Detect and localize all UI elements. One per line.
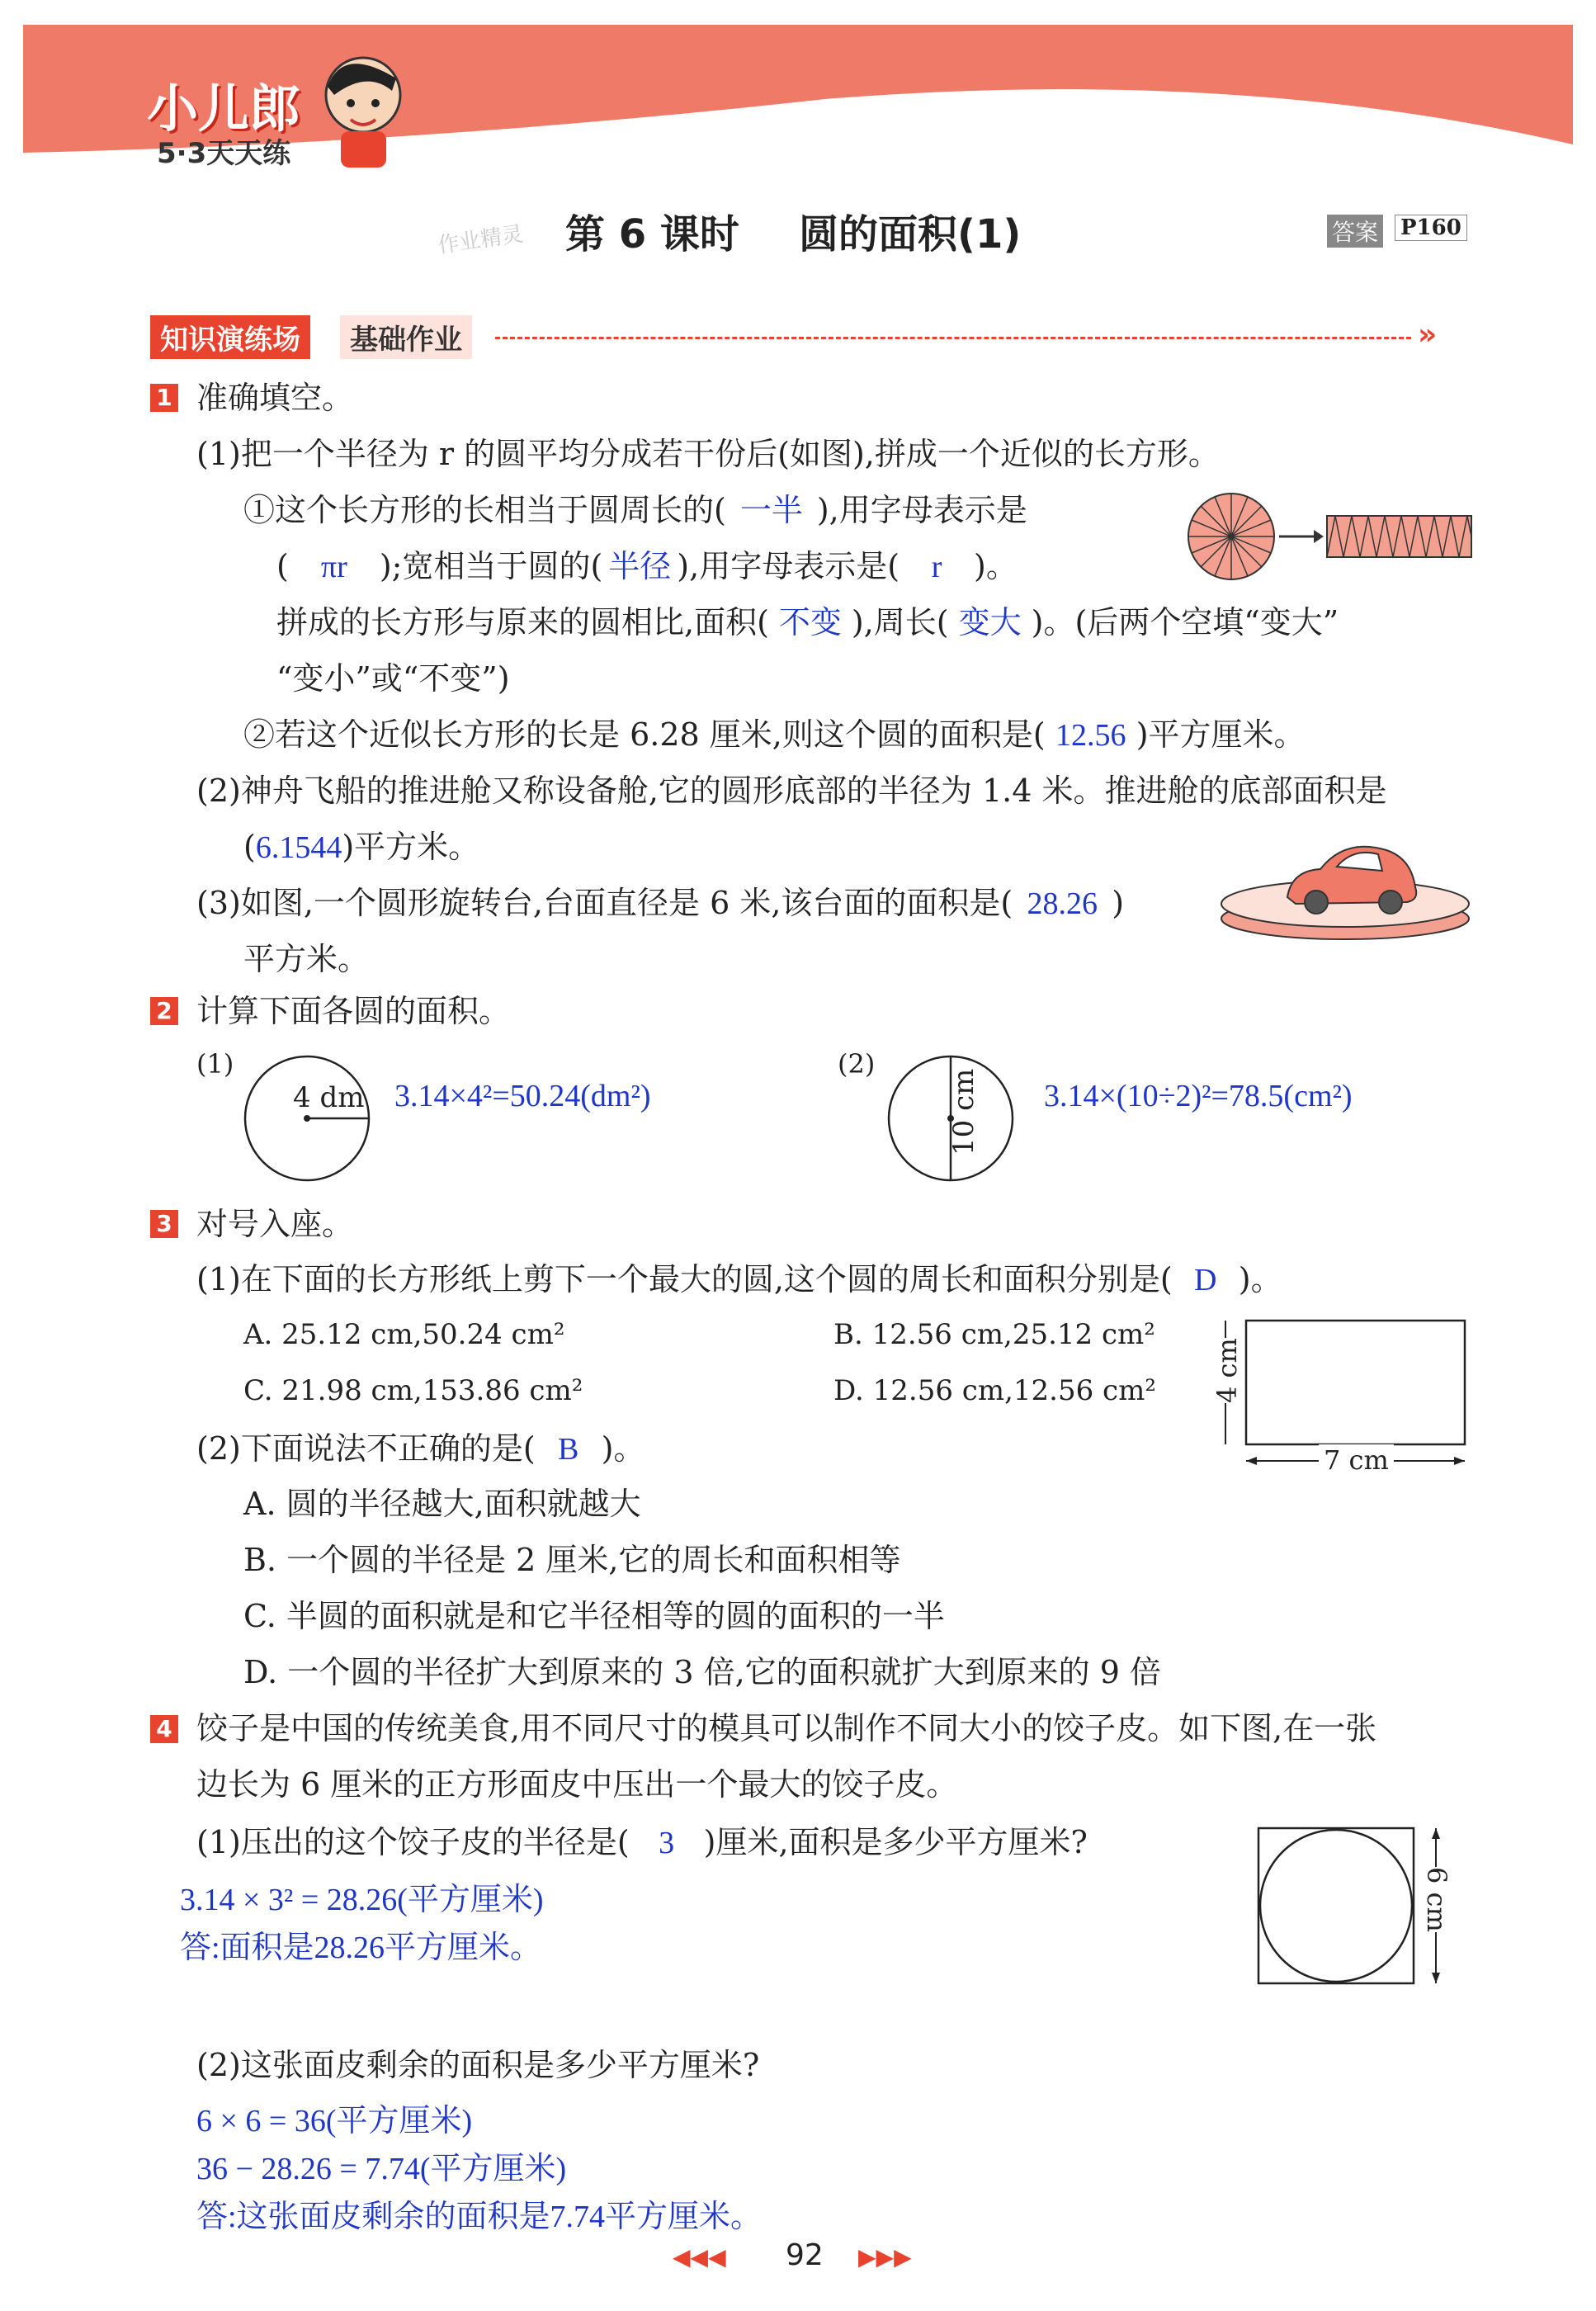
q3-title: 对号入座。 <box>196 1206 354 1242</box>
question-number-4: 4 <box>150 1715 178 1743</box>
q4-p2-work-1: 6 × 6 = 36(平方厘米) <box>196 2104 473 2139</box>
turntable-car-figure <box>1213 821 1477 945</box>
answer-half: 一半 <box>739 494 803 528</box>
answer-r: r <box>931 550 942 584</box>
answer-b: B <box>557 1432 579 1467</box>
q2-c1-label: (1) <box>196 1048 234 1080</box>
section-arrow-icon: » <box>1418 318 1438 352</box>
q3-option-b: B. 12.56 cm,25.12 cm² <box>833 1318 1155 1351</box>
q1-a-line: ①这个长方形的长相当于圆周长的( 一半 ),用字母表示是 <box>243 492 1027 531</box>
answer-page-ref: P160 <box>1395 215 1467 241</box>
answer-perimeter-larger: 变大 <box>958 606 1022 640</box>
square-side-label: 6 cm <box>1421 1867 1452 1932</box>
rect-width-label: 7 cm <box>1319 1444 1394 1476</box>
q2-c2-label: (2) <box>838 1048 876 1080</box>
answer-label: 答案 <box>1327 215 1383 248</box>
q4-part2-text: (2)这张面皮剩余的面积是多少平方厘米? <box>196 2047 760 2083</box>
answer-61544: 6.1544 <box>255 830 342 865</box>
q4-p1-work-2: 答:面积是28.26平方厘米。 <box>180 1931 542 1965</box>
answer-pi-r: πr <box>320 550 347 584</box>
footer-arrows-left-icon: ◀◀◀ <box>673 2243 726 2271</box>
q1-part2-text: (2)神舟飞船的推进舱又称设备舱,它的圆形底部的半径为 1.4 米。推进舱的底部面积是 <box>196 773 1387 809</box>
circle-to-rectangle-figure <box>1182 487 1479 586</box>
q1-e-line: ②若这个近似长方形的长是 6.28 厘米,则这个圆的面积是( 12.56 )平方厘米。 <box>243 716 1306 755</box>
page-title: 圆的面积(1) <box>799 211 1022 258</box>
brand-logo-text: 小儿郎 <box>147 78 301 139</box>
answer-3: 3 <box>659 1826 675 1860</box>
q3-option-d: D. 12.56 cm,12.56 cm² <box>833 1374 1156 1407</box>
question-number-3: 3 <box>150 1210 178 1238</box>
q1-c-line: 拼成的长方形与原来的圆相比,面积( 不变 ),周长( 变大 )。(后两个空填“变大” <box>276 604 1339 643</box>
q4-line1: 饺子是中国的传统美食,用不同尺寸的模具可以制作不同大小的饺子皮。如下图,在一张 <box>196 1710 1377 1746</box>
q3-part1-line: (1)在下面的长方形纸上剪下一个最大的圆,这个圆的周长和面积分别是( D )。 <box>196 1261 1282 1300</box>
question-number-2: 2 <box>150 997 178 1025</box>
answer-radius: 半径 <box>608 550 672 584</box>
q4-line2: 边长为 6 厘米的正方形面皮中压出一个最大的饺子皮。 <box>196 1766 958 1803</box>
c2-diameter-label: 10 cm <box>947 1068 980 1156</box>
page-number: 92 <box>786 2238 824 2272</box>
mascot-icon <box>318 45 408 169</box>
rect-height-label: 4 cm <box>1211 1338 1243 1403</box>
section-divider <box>495 337 1411 339</box>
q3-stmt-a: A. 圆的半径越大,面积就越大 <box>243 1486 641 1522</box>
q3-stmt-c: C. 半圆的面积就是和它半径相等的圆的面积的一半 <box>243 1598 945 1634</box>
footer-arrows-right-icon: ▶▶▶ <box>858 2243 912 2271</box>
q3-option-c: C. 21.98 cm,153.86 cm² <box>243 1374 583 1407</box>
q3-stmt-d: D. 一个圆的半径扩大到原来的 3 倍,它的面积就扩大到原来的 9 倍 <box>243 1654 1162 1690</box>
question-number-1: 1 <box>150 384 178 412</box>
q1-part1-text: (1)把一个半径为 r 的圆平均分成若干份后(如图),拼成一个近似的长方形。 <box>196 436 1220 472</box>
section-tag-basic: 基础作业 <box>340 315 472 359</box>
q4-part1-line: (1)压出的这个饺子皮的半径是( 3 )厘米,面积是多少平方厘米? <box>196 1824 1088 1863</box>
q3-option-a: A. 25.12 cm,50.24 cm² <box>243 1318 565 1351</box>
q1-title: 准确填空。 <box>196 380 354 416</box>
brand-subtitle: 5·3天天练 <box>157 137 291 170</box>
q3-part2-line: (2)下面说法不正确的是( B )。 <box>196 1430 645 1469</box>
q2-c1-answer: 3.14×4²=50.24(dm²) <box>394 1079 651 1113</box>
circle-radius-figure <box>239 1048 380 1189</box>
q2-c2-answer: 3.14×(10÷2)²=78.5(cm²) <box>1044 1079 1353 1113</box>
q2-title: 计算下面各圆的面积。 <box>196 993 511 1029</box>
q4-p2-work-3: 答:这张面皮剩余的面积是7.74平方厘米。 <box>196 2200 763 2234</box>
lesson-number: 第 6 课时 <box>565 211 739 258</box>
c1-radius-label: 4 dm <box>293 1081 365 1114</box>
q1-b-line: ( πr );宽相当于圆的( 半径 ),用字母表示是( r )。 <box>276 548 1018 587</box>
watermark: 作业精灵 <box>436 221 525 259</box>
q4-p1-work-1: 3.14 × 3² = 28.26(平方厘米) <box>180 1883 544 1917</box>
q3-stmt-b: B. 一个圆的半径是 2 厘米,它的周长和面积相等 <box>243 1542 901 1578</box>
answer-area-1256: 12.56 <box>1055 718 1126 753</box>
q1-part3-line: (3)如图,一个圆形旋转台,台面直径是 6 米,该台面的面积是( 28.26 ) <box>196 885 1124 924</box>
q4-p2-work-2: 36 − 28.26 = 7.74(平方厘米) <box>196 2152 567 2186</box>
answer-d: D <box>1194 1263 1217 1297</box>
q1-part3-unit: 平方米。 <box>243 941 370 977</box>
q1-d-line: “变小”或“不变”) <box>276 660 510 697</box>
answer-2826: 28.26 <box>1027 886 1098 921</box>
section-tag-practice: 知识演练场 <box>150 315 310 359</box>
answer-area-unchanged: 不变 <box>778 606 842 640</box>
q1-part2-answer-line: (6.1544)平方米。 <box>243 829 480 865</box>
